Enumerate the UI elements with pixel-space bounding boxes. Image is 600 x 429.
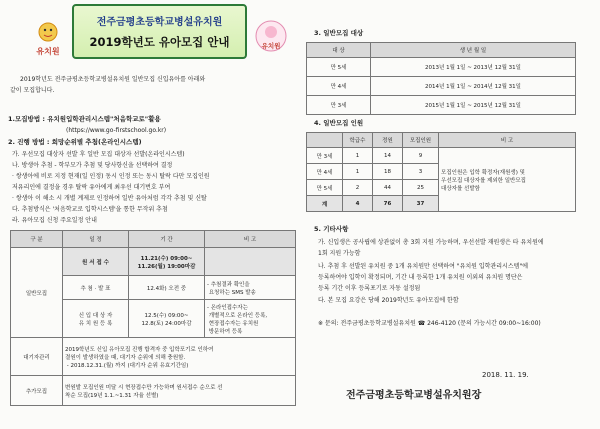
waitlist-label: 대기자관리: [11, 338, 63, 376]
section5-line: 가. 신입생은 공사립에 상관없이 총 3회 지원 가능하며, 우선선발 재원생은 타 유치원에: [318, 239, 544, 246]
schedule-note: - 온라인접수자는 개별적으로 온라인 등록, 현장접수자는 유치원 방문하여 등록: [205, 300, 296, 338]
contact-line: ※ 문의: 전주금평초등학교병설유치원 ☎ 246-4120 (문의 가능시간 09:00~16:00): [318, 320, 541, 327]
target-age: 만 3세: [307, 96, 371, 115]
capacity-table: [306, 132, 576, 212]
section5-line: 등록하여야 입학이 확정되며, 기간 내 등록한 1개 유치원 이외의 유치원 명단은: [318, 274, 523, 281]
capacity-recruit: 25: [403, 180, 439, 196]
section5-line: 등록 기간 이후 등록포기로 자동 설정됨: [318, 285, 421, 292]
col-header: 비 고: [439, 133, 576, 148]
kindergarten-logo-right: [253, 18, 289, 58]
col-header: 구 분: [11, 231, 63, 248]
capacity-age: 만 5세: [307, 180, 343, 196]
capacity-recruit: 9: [403, 148, 439, 164]
intro-line-2: 같이 모집합니다.: [10, 87, 55, 94]
extra-text: 변원발 모집인원 미달 시 현장접수만 가능하며 원서접수 순으로 선 착순 모집(19년 1.1.~1.31 자율 선별): [63, 376, 296, 406]
section2-heading: 2. 진행 방법 : 희망순위별 추첨(온라인시스템): [8, 138, 142, 146]
kindergarten-logo-left: [30, 18, 66, 58]
section4-heading: 4. 일반모집 인원: [314, 119, 364, 127]
target-birth-range: 2013년 1월 1일 ~ 2013년 12월 31일: [371, 58, 576, 77]
col-header: [307, 133, 343, 148]
col-header: 생 년 월 일: [371, 43, 576, 58]
col-header: 정원: [373, 133, 403, 148]
capacity-total-quota: 76: [373, 196, 403, 212]
section2-line: 저유리인에 결정을 경우 탈락 유아에게 최우선 대기번호 부여: [12, 184, 171, 191]
section2-line: 가. 우선모집 대상자 선발 후 일반 모집 대상자 선발(온라인시스템): [12, 151, 185, 158]
target-age: 만 4세: [307, 77, 371, 96]
section1-url: (https://www.go-firstschool.go.kr): [66, 127, 167, 134]
logo-right-text: 유치원: [261, 42, 281, 50]
capacity-classes: 1: [343, 164, 373, 180]
section5-line: 1회 지원 가능함: [318, 250, 361, 257]
capacity-note: 모집인원은 입학 확정자(재원생) 및 우선모집 대상자를 제외한 일반모집 대상자를 선발함: [439, 148, 576, 212]
col-header: 대 상: [307, 43, 371, 58]
section2-line: · 쌍생아 이 해소 시 개별 계제로 인정하여 일반 유아처럼 각각 추첨 및 신탈: [12, 195, 207, 202]
target-table: [306, 42, 576, 115]
section5-line: 나. 추첨 후 선발된 유치원 중 1개 유치원만 선택하여 "유치원 입학관리시스템"에: [318, 263, 528, 270]
capacity-total-label: 계: [307, 196, 343, 212]
capacity-quota: 18: [373, 164, 403, 180]
schedule-note: - 추첨결과 확인을 요청하는 SMS 발송: [205, 276, 296, 300]
title-banner: [72, 4, 247, 59]
col-header: 모집인원: [403, 133, 439, 148]
extra-label: 추가모집: [11, 376, 63, 406]
col-header: 학급수: [343, 133, 373, 148]
target-birth-range: 2015년 1월 1일 ~ 2015년 12월 31일: [371, 96, 576, 115]
waitlist-text: 2019학년도 신입 유아모집 진행 합격자 중 입학포기로 인하여 결원이 발생하였을 때, 대기자 순위에 의해 충원함. - 2018.12.31.(월) 까지 (대기자 순위 유효기간임): [63, 338, 296, 376]
section2-line: 다. 추첨방식은 '처음학교로 입학시스템'을 통한 무작위 추첨: [12, 206, 168, 213]
schedule-table: [10, 230, 296, 406]
section2-line: 라. 유아모집 신청 주요일정 안내: [12, 217, 97, 224]
section1-heading: 1.모집방법 : 유치원입학관리시스템"처음학교로"활용: [8, 115, 161, 123]
intro-line-1: 2019학년도 전주금평초등학교병설유치원 일반모집 신입유아를 아래와: [20, 76, 206, 83]
principal-signature: 전주금평초등학교병설유치원장: [346, 390, 482, 401]
section2-line: 나. 방생아 추첨 - 학부모가 추첨 및 당사항신을 선택하여 결정: [12, 162, 173, 169]
schedule-period: 11.21(수) 09:00~ 11.26(월) 19:00마감: [129, 248, 205, 276]
school-name: 전주금평초등학교병설유치원: [96, 17, 223, 28]
section5-heading: 5. 기타사항: [314, 225, 349, 233]
section3-heading: 3. 일반모집 대상: [314, 29, 364, 37]
col-header: 기 간: [129, 231, 205, 248]
capacity-age: 만 3세: [307, 148, 343, 164]
notice-title: 2019학년도 유아모집 안내: [89, 35, 230, 49]
schedule-note: [205, 248, 296, 276]
capacity-quota: 14: [373, 148, 403, 164]
schedule-period: 12.4화) 오전 중: [129, 276, 205, 300]
notice-date: 2018. 11. 19.: [482, 371, 529, 379]
col-header: 비 고: [205, 231, 296, 248]
capacity-quota: 44: [373, 180, 403, 196]
logo-left-text: 유치원: [36, 47, 60, 56]
section5-line: 다. 본 모집 요강은 당해 2019학년도 유아모집에 한함: [318, 297, 459, 304]
section2-line: · 쌍생아에 비로 지정 현재(일 인정) 동시 인정 또는 동시 탈락 다만 모집인원: [12, 173, 210, 180]
capacity-age: 만 4세: [307, 164, 343, 180]
capacity-recruit: 3: [403, 164, 439, 180]
schedule-step: 추 첨 · 발 표: [63, 276, 129, 300]
capacity-total-recruit: 37: [403, 196, 439, 212]
target-age: 만 5세: [307, 58, 371, 77]
schedule-step: 신 입 대 상 자 유 치 원 등 록: [63, 300, 129, 338]
schedule-step: 원 서 접 수: [63, 248, 129, 276]
col-header: 일 정: [63, 231, 129, 248]
target-birth-range: 2014년 1월 1일 ~ 2014년 12월 31일: [371, 77, 576, 96]
capacity-classes: 2: [343, 180, 373, 196]
schedule-period: 12.5(수) 09:00~ 12.8(토) 24:00마감: [129, 300, 205, 338]
capacity-classes: 1: [343, 148, 373, 164]
general-label: 일반모집: [11, 248, 63, 338]
capacity-total-classes: 4: [343, 196, 373, 212]
